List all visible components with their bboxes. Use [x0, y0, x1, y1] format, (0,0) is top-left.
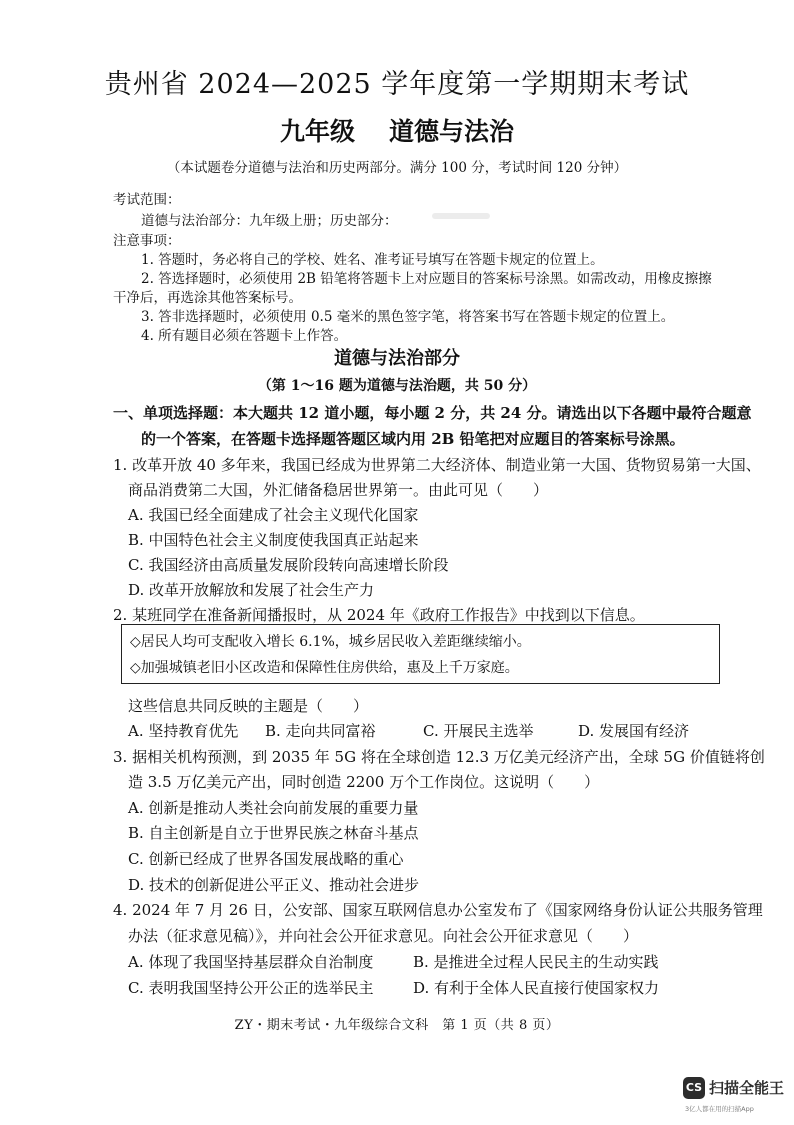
q1-option-d: D. 改革开放解放和发展了社会生产力 — [128, 581, 375, 599]
q1-stem: 1. 改革开放 40 多年来，我国已经成为世界第二大经济体、制造业第一大国、货物贸易第一大国、 — [113, 456, 761, 474]
section-title: 道德与法治部分 — [334, 348, 460, 369]
subject-label: 道德与法治 — [389, 117, 515, 146]
q3-option-a: A. 创新是推动人类社会向前发展的重要力量 — [128, 799, 419, 817]
q3-option-b: B. 自主创新是自立于世界民族之林奋斗基点 — [128, 824, 419, 842]
q4-option-c: C. 表明我国坚持公开公正的选举民主 — [128, 979, 374, 997]
q2-option-a: A. 坚持教育优先 — [128, 722, 239, 740]
q2-option-b: B. 走向共同富裕 — [265, 722, 376, 740]
q4-option-b: B. 是推进全过程人民民主的生动实践 — [413, 953, 659, 971]
watermark-slogan: 3亿人都在用的扫描App — [685, 1105, 754, 1113]
q2-stem: 2. 某班同学在准备新闻播报时，从 2024 年《政府工作报告》中找到以下信息。 — [113, 606, 645, 624]
exam-note: （本试题卷分道德与法治和历史两部分。满分 100 分，考试时间 120 分钟） — [166, 160, 628, 176]
notice-item: 2. 答选择题时，必须使用 2B 铅笔将答题卡上对应题目的答案标号涂黑。如需改动，用橡皮擦擦 — [141, 271, 712, 287]
q2-info-line: ◇居民人均可支配收入增长 6.1%，城乡居民收入差距继续缩小。 — [130, 634, 531, 650]
q3-option-c: C. 创新已经成了世界各国发展战略的重心 — [128, 850, 404, 868]
notice-item: 3. 答非选择题时，必须使用 0.5 毫米的黑色签字笔，将答案书写在答题卡规定的位置上。 — [141, 309, 675, 325]
q3-stem: 3. 据相关机构预测，到 2035 年 5G 将在全球创造 12.3 万亿美元经济产出，全球 5G 价值链将创 — [113, 748, 765, 766]
q1-stem: 商品消费第二大国，外汇储备稳居世界第一。由此可见（ ） — [128, 481, 549, 499]
exam-title: 贵州省 2024—2025 学年度第一学期期末考试 — [104, 69, 690, 100]
q1-option-a: A. 我国已经全面建成了社会主义现代化国家 — [128, 506, 419, 524]
part1-instruction: 一、单项选择题：本大题共 12 道小题，每小题 2 分，共 24 分。请选出以下各题中最符合题意 — [113, 404, 752, 422]
part1-instruction: 的一个答案，在答题卡选择题答题区域内用 2B 铅笔把对应题目的答案标号涂黑。 — [141, 430, 685, 448]
scan-smudge — [432, 213, 490, 219]
q2-info-line: ◇加强城镇老旧小区改造和保障性住房供给，惠及上千万家庭。 — [130, 660, 519, 676]
q4-option-a: A. 体现了我国坚持基层群众自治制度 — [128, 953, 374, 971]
notice-item: 干净后，再选涂其他答案标号。 — [113, 290, 302, 306]
q4-stem: 办法（征求意见稿）》，并向社会公开征求意见。向社会公开征求意见（ ） — [128, 927, 639, 945]
watermark-name: 扫描全能王 — [709, 1079, 785, 1097]
scope-label: 考试范围： — [113, 192, 181, 208]
scanner-watermark — [683, 1075, 787, 1115]
q1-option-b: B. 中国特色社会主义制度使我国真正站起来 — [128, 531, 419, 549]
section-subtitle: （第 1～16 题为道德与法治题，共 50 分） — [257, 378, 537, 394]
q4-option-d: D. 有利于全体人民直接行使国家权力 — [413, 979, 660, 997]
notices-label: 注意事项： — [113, 233, 181, 249]
q4-stem: 4. 2024 年 7 月 26 日，公安部、国家互联网信息办公室发布了《国家网络身份认证公共服务管理 — [113, 901, 763, 919]
q3-stem: 造 3.5 万亿美元产出，同时创造 2200 万个工作岗位。这说明（ ） — [128, 773, 600, 791]
notice-item: 1. 答题时，务必将自己的学校、姓名、准考证号填写在答题卡规定的位置上。 — [141, 252, 604, 268]
grade-subject-heading — [0, 112, 794, 148]
q2-option-d: D. 发展国有经济 — [578, 722, 690, 740]
cs-logo-icon: CS — [683, 1077, 705, 1099]
page-footer: ZY・期末考试・九年级综合文科 第 1 页（共 8 页） — [234, 1018, 560, 1033]
notice-item: 4. 所有题目必须在答题卡上作答。 — [141, 328, 348, 344]
q2-question: 这些信息共同反映的主题是（ ） — [128, 697, 369, 715]
q3-option-d: D. 技术的创新促进公平正义、推动社会进步 — [128, 876, 420, 894]
scope-detail: 道德与法治部分：九年级上册；历史部分： — [141, 213, 398, 229]
q2-option-c: C. 开展民主选举 — [423, 722, 534, 740]
q2-info-box — [121, 624, 720, 684]
grade-label: 九年级 — [279, 117, 355, 146]
q1-option-c: C. 我国经济由高质量发展阶段转向高速增长阶段 — [128, 556, 449, 574]
